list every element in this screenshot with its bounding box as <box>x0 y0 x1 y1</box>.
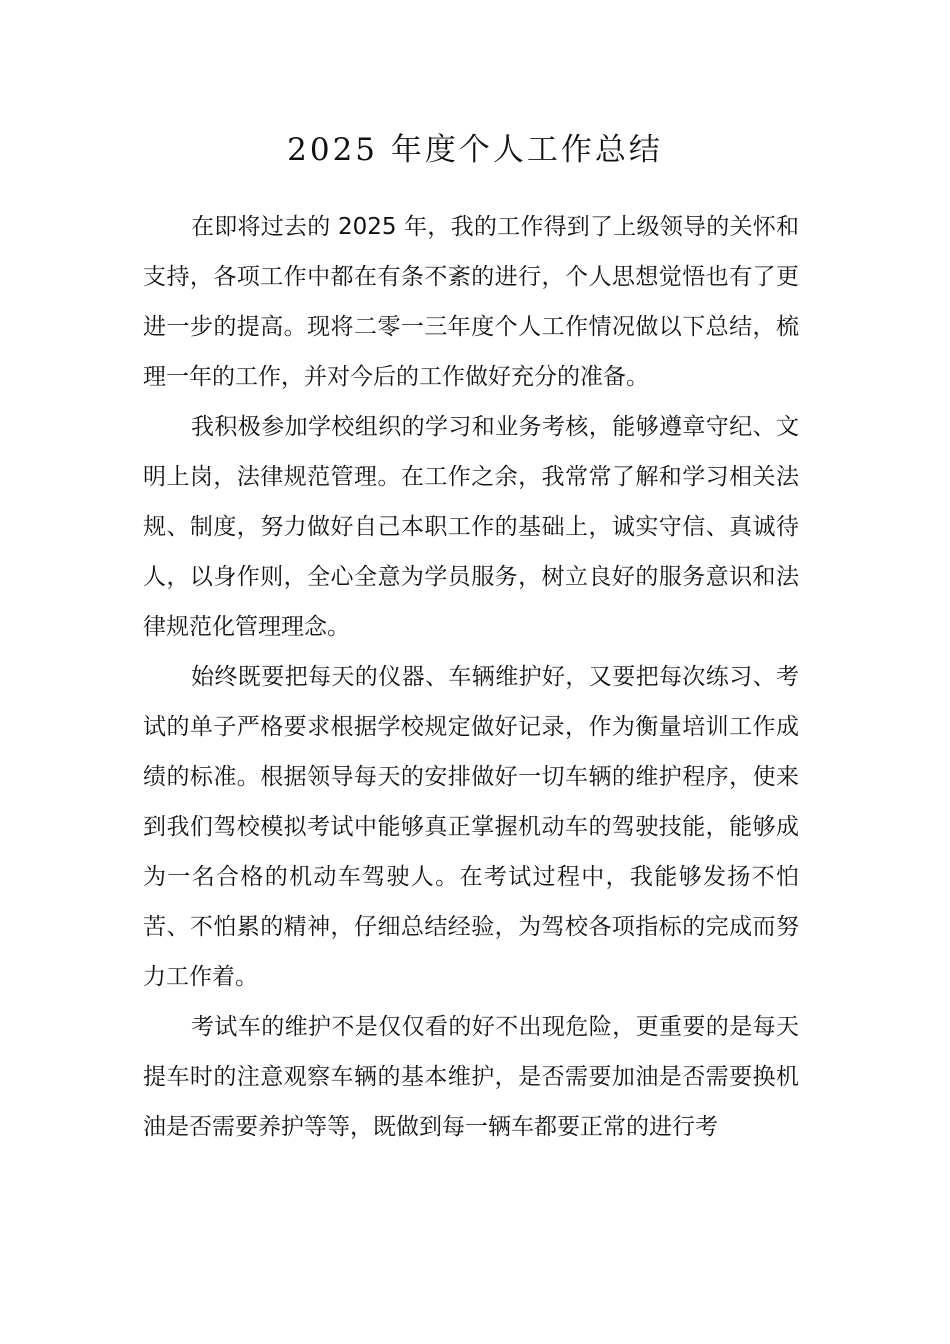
paragraph-1: 在即将过去的 2025 年，我的工作得到了上级领导的关怀和支持，各项工作中都在有条不紊的进行，个人思想觉悟也有了更进一步的提高。现将二零一三年度个人工作情况做以下总结，梳理一年的工作，并对今后的工作做好充分的准备。 <box>143 214 799 390</box>
paragraph-2: 我积极参加学校组织的学习和业务考核，能够遵章守纪、文明上岗，法律规范管理。在工作之余，我常常了解和学习相关法规、制度，努力做好自己本职工作的基础上，诚实守信、真诚待人，以身作则，全心全意为学员服务，树立良好的服务意识和法律规范化管理理念。 <box>143 414 799 640</box>
document-body <box>143 202 799 1152</box>
paragraph-3: 始终既要把每天的仪器、车辆维护好，又要把每次练习、考试的单子严格要求根据学校规定做好记录，作为衡量培训工作成绩的标准。根据领导每天的安排做好一切车辆的维护程序，使来到我们驾校模拟考试中能够真正掌握机动车的驾驶技能，能够成为一名合格的机动车驾驶人。在考试过程中，我能够发扬不怕苦、不怕累的精神，仔细总结经验，为驾校各项指标的完成而努力工作着。 <box>143 664 799 990</box>
document-title: 2025 年度个人工作总结 <box>287 132 663 168</box>
paragraph-4: 考试车的维护不是仅仅看的好不出现危险，更重要的是每天提车时的注意观察车辆的基本维护，是否需要加油是否需要换机油是否需要养护等等，既做到每一辆车都要正常的进行考 <box>143 1014 799 1140</box>
